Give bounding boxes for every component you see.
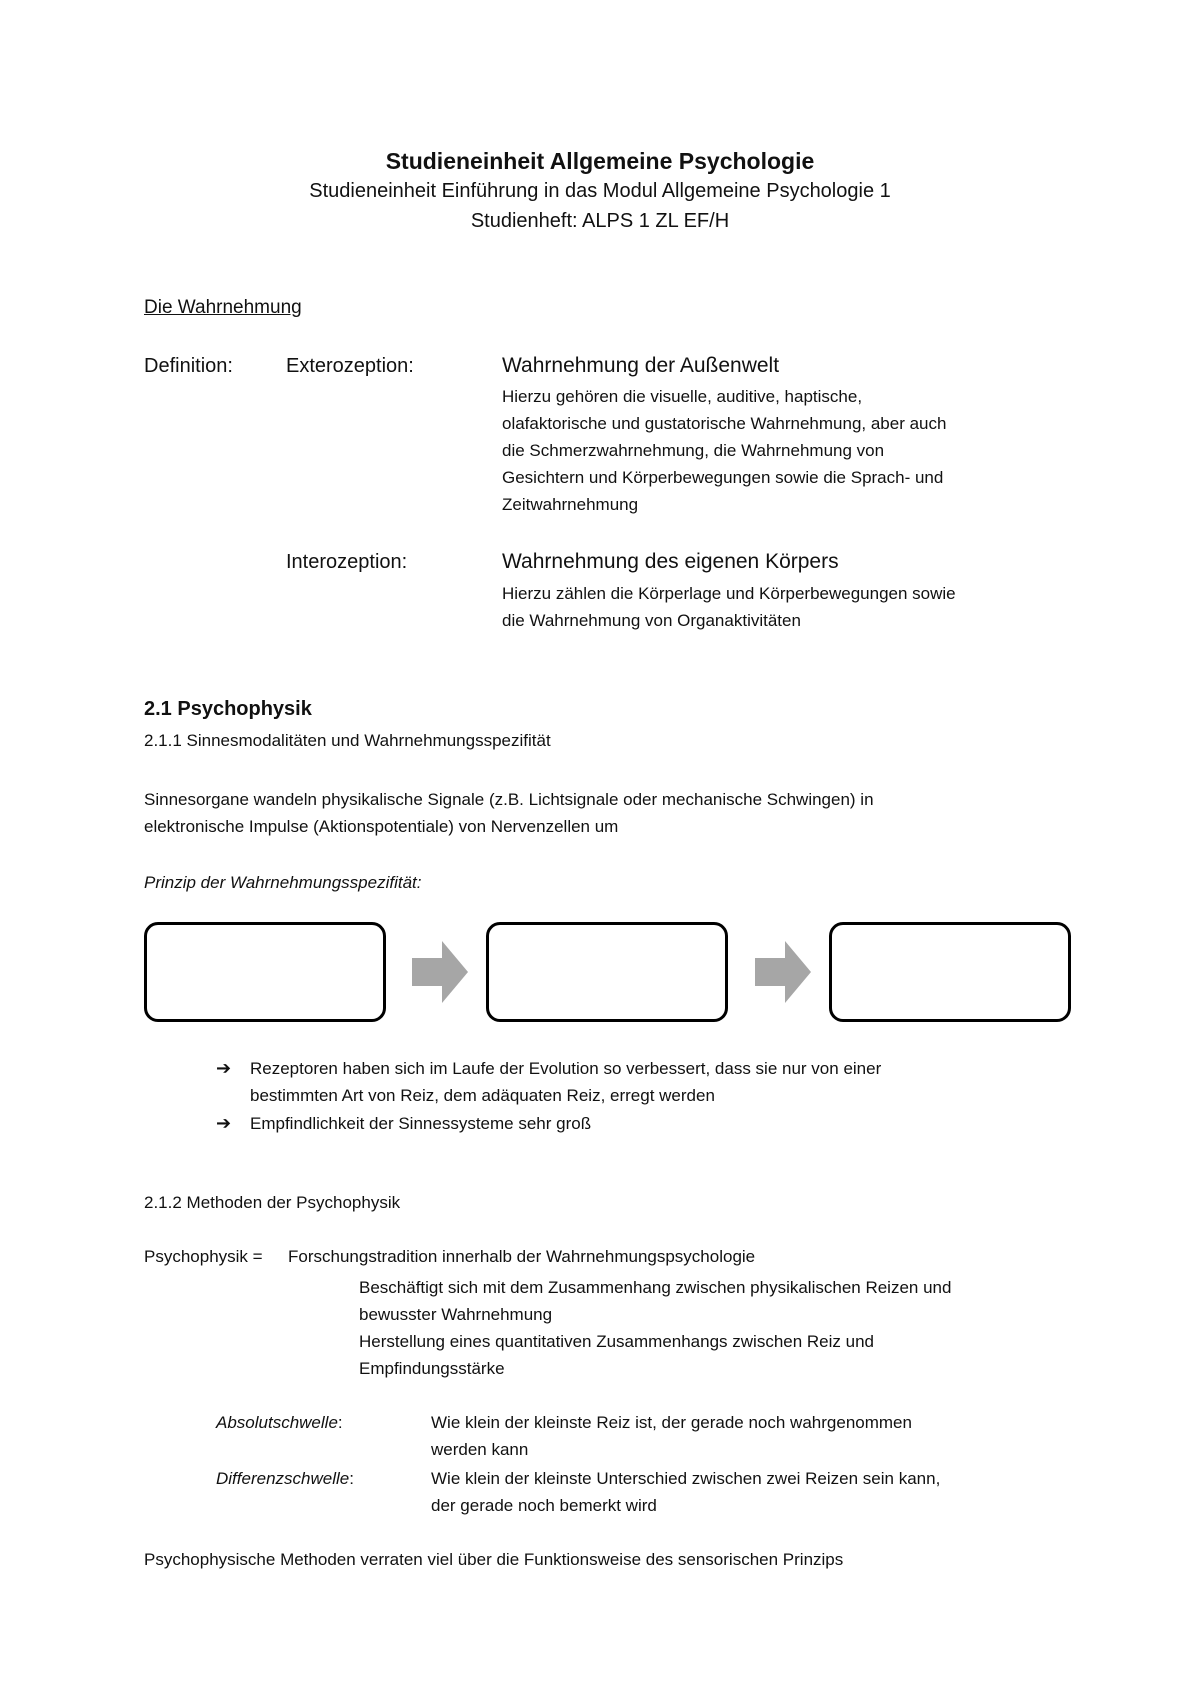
text-line: Hierzu zählen die Körperlage und Körperbewegungen sowie (502, 584, 956, 603)
text-line: bewusster Wahrnehmung (359, 1305, 553, 1324)
sense-organs-intro (144, 786, 874, 840)
text-line: Wie klein der kleinste Unterschied zwischen zwei Reizen sein kann, (431, 1469, 941, 1488)
difference-threshold-term-text: Differenzschwelle (216, 1469, 350, 1488)
text-line: Gesichtern und Körperbewegungen sowie die Sprach- und (502, 468, 944, 487)
difference-threshold-definition (431, 1465, 940, 1519)
arrow-right-icon: ➔ (216, 1058, 232, 1078)
text-line: Zeitwahrnehmung (502, 495, 639, 514)
exteroception-title: Wahrnehmung der Außenwelt (502, 354, 780, 377)
exteroception-text (502, 383, 946, 518)
arrow-right-icon: ➔ (216, 1113, 232, 1133)
text-line: werden kann (431, 1440, 529, 1459)
flow-box-3 (829, 922, 1071, 1022)
psychophysics-label: Psychophysik = (144, 1247, 263, 1266)
bullet-item (216, 1110, 591, 1137)
text-line: Beschäftigt sich mit dem Zusammenhang zwischen physikalischen Reizen und (359, 1278, 952, 1297)
psychophysics-details (359, 1274, 951, 1382)
flow-box-1 (144, 922, 386, 1022)
absolute-threshold-definition (431, 1409, 912, 1463)
section-2-1-title: 2.1 Psychophysik (144, 698, 312, 720)
interoception-text (502, 580, 956, 634)
flow-box-2 (486, 922, 728, 1022)
text-line: Herstellung eines quantitativen Zusammenhangs zwischen Reiz und (359, 1332, 875, 1351)
text-line: Sinnesorgane wandeln physikalische Signale (z.B. Lichtsignale oder mechanische Schwingen) in (144, 790, 874, 809)
text-line: olafaktorische und gustatorische Wahrnehmung, aber auch (502, 414, 947, 433)
booklet-id: Studienheft: ALPS 1 ZL EF/H (470, 210, 730, 232)
difference-threshold-colon: : (349, 1469, 354, 1488)
absolute-threshold-term-text: Absolutschwelle (216, 1413, 338, 1432)
exteroception-label: Exterozeption: (286, 355, 414, 377)
text-line: der gerade noch bemerkt wird (431, 1496, 657, 1515)
bullet-item (216, 1055, 881, 1109)
absolute-threshold-term (216, 1413, 343, 1433)
flow-arrow-1-icon (412, 941, 468, 1003)
absolute-threshold-colon: : (337, 1413, 343, 1432)
psychophysics-definition: Forschungstradition innerhalb der Wahrnehmungspsychologie (288, 1247, 756, 1266)
interoception-title: Wahrnehmung des eigenen Körpers (502, 550, 839, 573)
document-title: Studieneinheit Allgemeine Psychologie (385, 148, 815, 174)
text-line: elektronische Impulse (Aktionspotentiale) von Nervenzellen um (144, 817, 619, 836)
text-line: die Schmerzwahrnehmung, die Wahrnehmung von (502, 441, 885, 460)
difference-threshold-term (216, 1469, 354, 1489)
text-line: Rezeptoren haben sich im Laufe der Evolution so verbessert, dass sie nur von einer (250, 1059, 882, 1078)
text-line: die Wahrnehmung von Organaktivitäten (502, 611, 801, 630)
document-subtitle: Studieneinheit Einführung in das Modul Allgemeine Psychologie 1 (309, 180, 891, 202)
interoception-label: Interozeption: (286, 551, 408, 573)
principle-label: Prinzip der Wahrnehmungsspezifität: (144, 873, 422, 892)
section-2-1-1-title: 2.1.1 Sinnesmodalitäten und Wahrnehmungsspezifität (144, 731, 551, 750)
text-line: Wie klein der kleinste Reiz ist, der gerade noch wahrgenommen (431, 1413, 912, 1432)
perception-heading: Die Wahrnehmung (144, 297, 302, 318)
flow-arrow-2-icon (755, 941, 811, 1003)
text-line: Empfindlichkeit der Sinnessysteme sehr groß (250, 1114, 592, 1133)
section-2-1-2-title: 2.1.2 Methoden der Psychophysik (144, 1193, 401, 1212)
definition-label: Definition: (144, 355, 233, 377)
text-line: bestimmten Art von Reiz, dem adäquaten Reiz, erregt werden (250, 1086, 715, 1105)
text-line: Hierzu gehören die visuelle, auditive, haptische, (502, 387, 863, 406)
text-line: Empfindungsstärke (359, 1359, 505, 1378)
closing-statement: Psychophysische Methoden verraten viel über die Funktionsweise des sensorischen Prinzips (144, 1550, 844, 1569)
